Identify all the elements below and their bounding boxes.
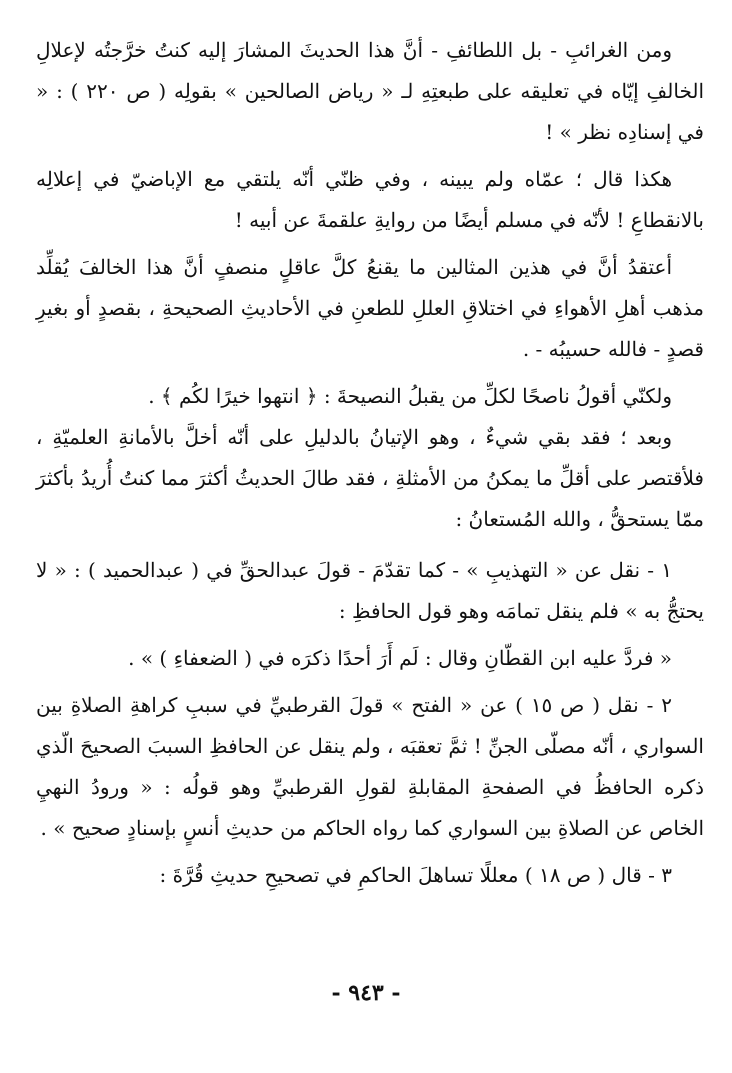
paragraph-item-1-quote: « فردَّ عليه ابن القطّانِ وقال : لَم أَرَ أحدًا ذكرَه في ( الضعفاءِ ) » . [128,646,672,670]
paragraph-item-2: ٢ - نقل ( ص ١٥ ) عن « الفتح » قولَ القرطبيِّ في سببِ كراهةِ الصلاةِ بين السواري ، أنّه مصلّى الجنِّ ! ثمَّ تعقبَه ، ولم ينقل عن الحافظِ السببَ الصحيحَ الّذي ذكره الحافظُ في الصفحةِ المقابلةِ لقولِ القرطبيِّ وهو قولُه : « ورودُ النهيِ الخاص عن الصلاةِ بين السواري كما رواه الحاكم من حديثِ أنسٍ بإسنادٍ صحيح » . [36,693,704,840]
paragraph-hakadha-qal: هكذا قال ؛ عمّاه ولم يبينه ، وفي ظنّي أنّه يلتقي مع الإباضيّ في إعلالِه بالانقطاعِ ! لأنّه في مسلم أيضًا من روايةِ علقمةَ عن أبيه ! [36,167,704,232]
page-number: - ٩٤٣ - [331,980,401,1006]
paragraph-atqadu: أعتقدُ أنَّ في هذين المثالين ما يقنعُ كلَّ عاقلٍ منصفٍ أنَّ هذا الخالفَ يُقلِّد مذهب أهلِ الأهواءِ في اختلاقِ العللِ للطعنِ في الأحاديثِ الصحيحةِ ، بقصدٍ أو بغيرِ قصدٍ - فالله حسيبُه - . [36,255,704,361]
paragraph-item-3: ٣ - قال ( ص ١٨ ) معللًا تساهلَ الحاكمِ في تصحيحِ حديثِ قُرَّةَ : [159,863,672,887]
paragraph-item-1: ١ - نقل عن « التهذيبِ » - كما تقدّمَ - قولَ عبدالحقِّ في ( عبدالحميد ) : « لا يحتجُّ به » فلم ينقل تمامَه وهو قول الحافظِ : [36,558,704,623]
paragraph-strange-hadith: ومن الغرائبِ - بل اللطائفِ - أنَّ هذا الحديثَ المشارَ إليه كنتُ خرَّجتُه لإعلالِ الخالفِ إيّاه في تعليقه على طبعتِهِ لـ « رياض الصالحين » بقولِه ( ص ٢٢٠ ) : « في إسنادِه نظر » ! [36,38,705,144]
paragraph-wabaad: وبعد ؛ فقد بقي شيءٌ ، وهو الإتيانُ بالدليلِ على أنّه أخلَّ بالأمانةِ العلميّةِ ، فلأقتصر على أقلِّ ما يمكنُ من الأمثلةِ ، فقد طالَ الحديثُ أكثرَ مما كنتُ أُريدُ بأكثرَ ممّا يستحقُّ ، والله المُستعانُ : [36,425,704,531]
page-body [36,30,704,896]
paragraph-naseeha: ولكنّي أقولُ ناصحًا لكلِّ من يقبلُ النصيحةَ : ﴿ انتهوا خيرًا لكُم ﴾ . [148,384,672,408]
